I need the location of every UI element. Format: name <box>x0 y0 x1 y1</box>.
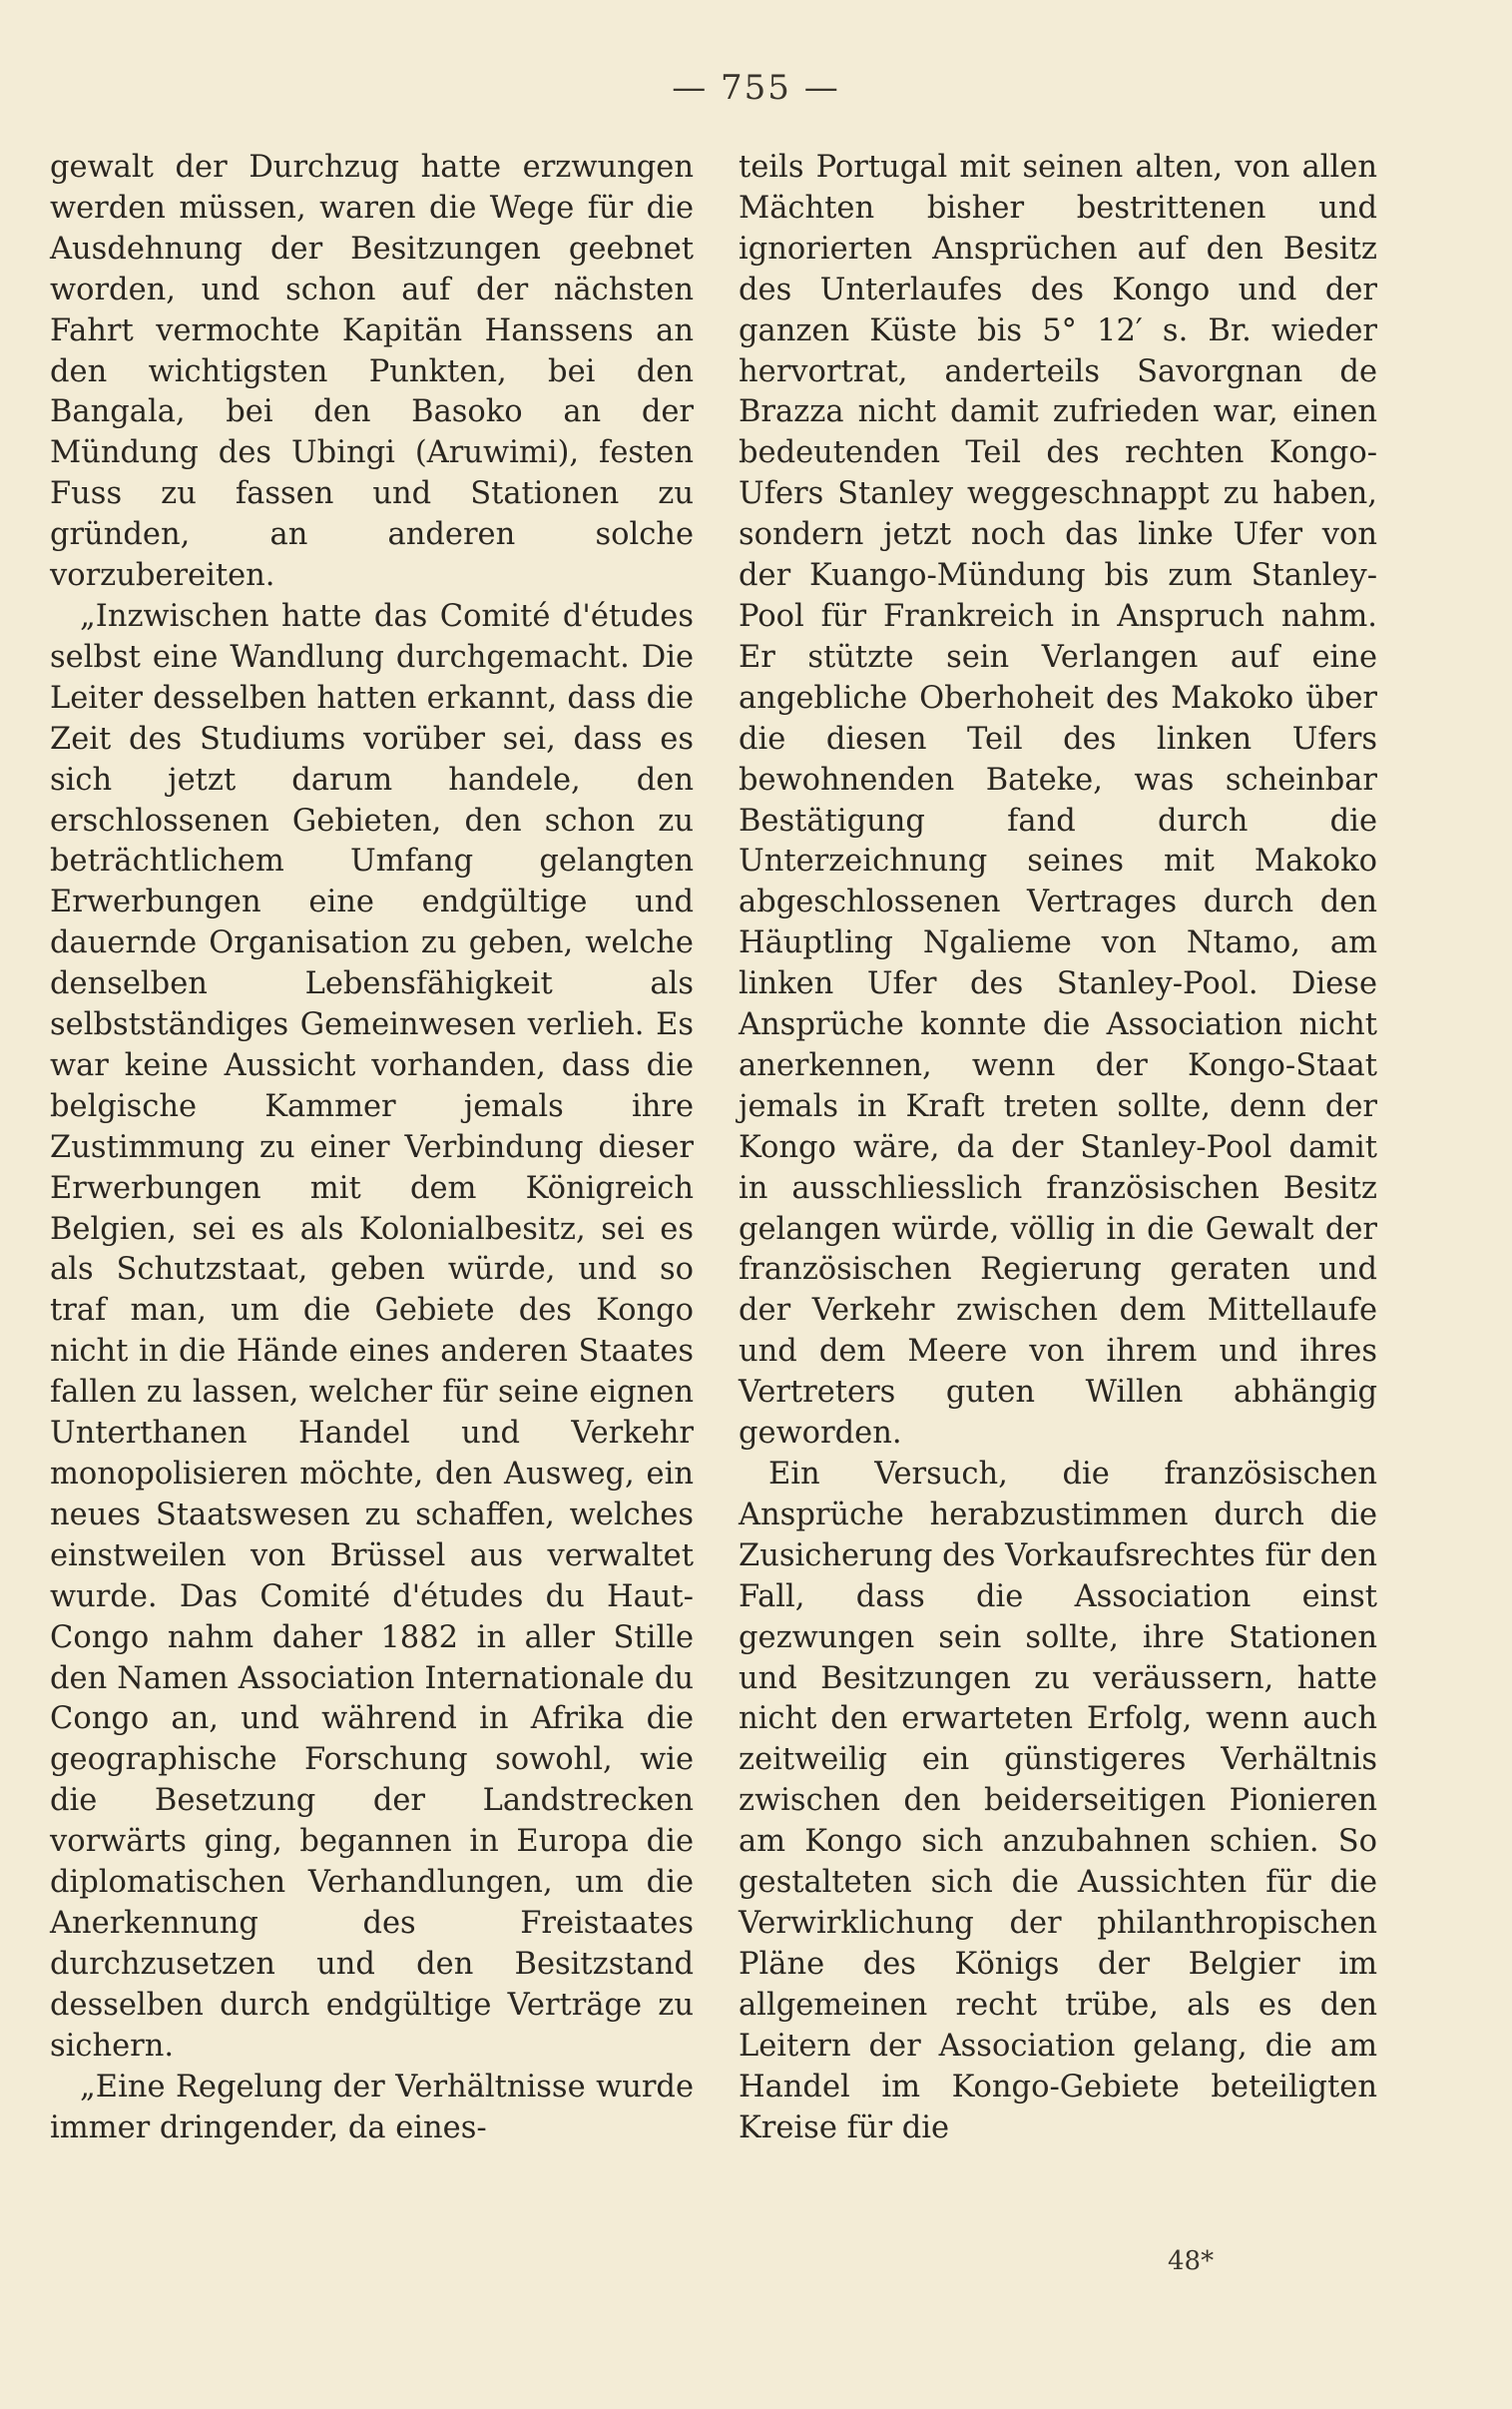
right-column <box>739 148 1377 2148</box>
printer-signature-mark: 48* <box>1168 2246 1215 2276</box>
paragraph: „Eine Regelung der Verhältnisse wurde immer dringender, da eines- <box>50 2069 694 2145</box>
paragraph: gewalt der Durchzug hatte erzwungen werden müssen, waren die Wege für die Ausdehnung der Besitzungen geebnet worden, und schon auf der nächsten Fahrt vermochte Kapitän Hanssens an den wichtigsten Punkten, bei den Bangala, bei den Basoko an der Mündung des Ubingi (Aruwimi), festen Fuss zu fassen und Stationen zu gründen, an anderen solche vorzubereiten. <box>50 150 694 594</box>
page-number: — 755 — <box>672 68 840 108</box>
left-column <box>50 148 694 2148</box>
paragraph: „Inzwischen hatte das Comité d'études selbst eine Wandlung durchgemacht. Die Leiter desselben hatten erkannt, dass die Zeit des Studiums vorüber sei, dass es sich jetzt darum handele, den erschlossenen Gebieten, den schon zu beträchtlichem Umfang gelangten Erwerbungen eine endgültige und dauernde Organisation zu geben, welche denselben Lebensfähigkeit als selbstständiges Gemeinwesen verlieh. Es war keine Aussicht vorhanden, dass die belgische Kammer jemals ihre Zustimmung zu einer Verbindung dieser Erwerbungen mit dem Königreich Belgien, sei es als Kolonialbesitz, sei es als Schutzstaat, geben würde, und so traf man, um die Gebiete des Kongo nicht in die Hände eines anderen Staates fallen zu lassen, welcher für seine eignen Unterthanen Handel und Verkehr monopolisieren möchte, den Ausweg, ein neues Staatswesen zu schaffen, welches einstweilen von Brüssel aus verwaltet wurde. Das Comité d'études du Haut-Congo nahm daher 1882 in aller Stille den Namen Association Internationale du Congo an, und während in Afrika die geographische Forschung sowohl, wie die Besetzung der Landstrecken vorwärts ging, begannen in Europa die diplomatischen Verhandlungen, um die Anerkennung des Freistaates durchzusetzen und den Besitzstand desselben durch endgültige Verträge zu sichern. <box>50 598 694 2064</box>
paragraph: Ein Versuch, die französischen Ansprüche herabzustimmen durch die Zusicherung des Vorkaufsrechtes für den Fall, dass die Association einst gezwungen sein sollte, ihre Stationen und Besitzungen zu veräussern, hatte nicht den erwarteten Erfolg, wenn auch zeitweilig ein günstigeres Verhältnis zwischen den beiderseitigen Pionieren am Kongo sich anzubahnen schien. So gestalteten sich die Aussichten für die Verwirklichung der philanthropischen Pläne des Königs der Belgier im allgemeinen recht trübe, als es den Leitern der Association gelang, die am Handel im Kongo-Gebiete beteiligten Kreise für die <box>739 1457 1377 2145</box>
paragraph: teils Portugal mit seinen alten, von allen Mächten bisher bestrittenen und ignorierten Ansprüchen auf den Besitz des Unterlaufes des Kongo und der ganzen Küste bis 5° 12′ s. Br. wieder hervortrat, anderteils Savorgnan de Brazza nicht damit zufrieden war, einen bedeutenden Teil des rechten Kongo-Ufers Stanley weggeschnappt zu haben, sondern jetzt noch das linke Ufer von der Kuango-Mündung bis zum Stanley-Pool für Frankreich in Anspruch nahm. Er stützte sein Verlangen auf eine angebliche Oberhoheit des Makoko über die diesen Teil des linken Ufers bewohnenden Bateke, was scheinbar Bestätigung fand durch die Unterzeichnung seines mit Makoko abgeschlossenen Vertrages durch den Häuptling Ngalieme von Ntamo, am linken Ufer des Stanley-Pool. Diese Ansprüche konnte die Association nicht anerkennen, wenn der Kongo-Staat jemals in Kraft treten sollte, denn der Kongo wäre, da der Stanley-Pool damit in ausschliesslich französischen Besitz gelangen würde, völlig in die Gewalt der französischen Regierung geraten und der Verkehr zwischen dem Mittellaufe und dem Meere von ihrem und ihres Vertreters guten Willen abhängig geworden. <box>739 150 1377 1452</box>
